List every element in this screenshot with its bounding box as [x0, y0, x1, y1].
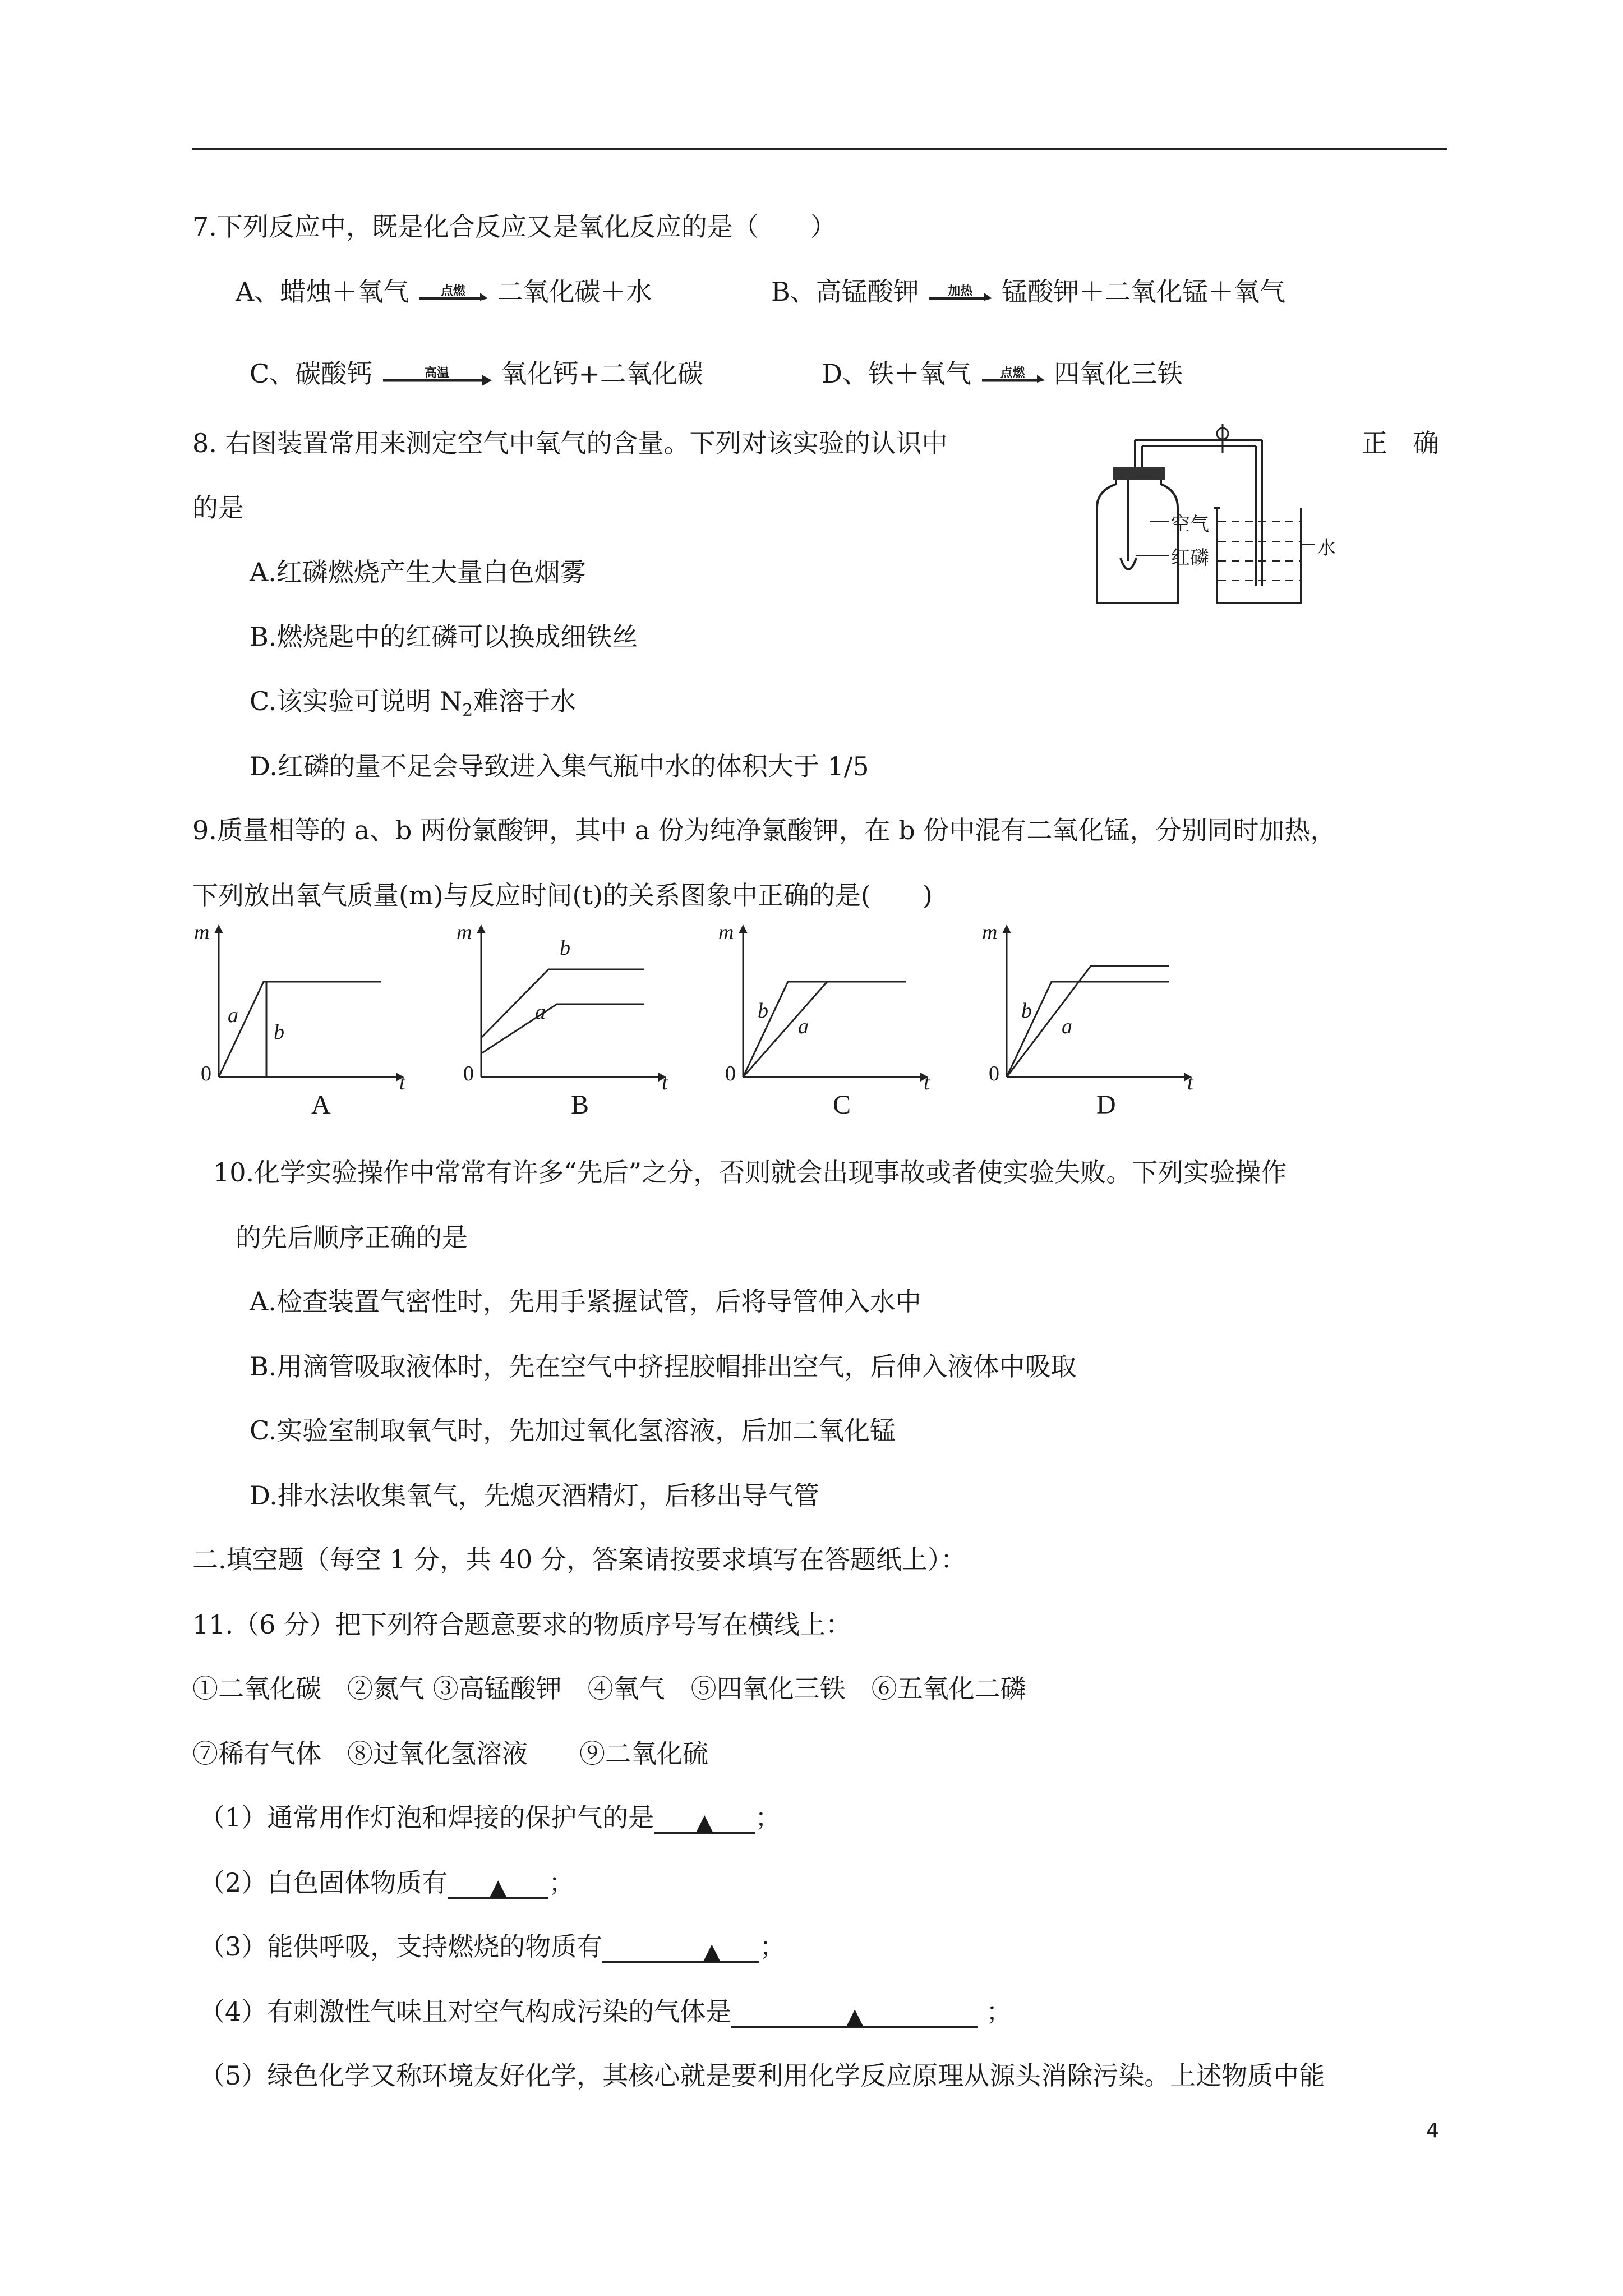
apparatus-figure: [1094, 418, 1357, 609]
triangle-icon: ▲: [695, 1810, 713, 1835]
q7-a-products: 二氧化碳＋水: [497, 277, 652, 307]
graph-b-label: B: [571, 1090, 589, 1120]
graph-c-origin: 0: [725, 1062, 736, 1085]
q7-a-condition: 点燃: [440, 284, 465, 298]
q8-stem-cont: 的是: [192, 493, 244, 523]
q8-c-text-end: 难溶于水: [473, 686, 577, 716]
graph-c-series-a: a: [798, 1015, 809, 1038]
semicolon: ；: [548, 1867, 575, 1898]
semicolon: ；: [759, 1931, 786, 1962]
graph-d-x-axis: t: [1187, 1071, 1193, 1094]
q7-a-reactants: A、蜡烛＋氧气: [236, 277, 409, 307]
reaction-arrow: [927, 283, 993, 305]
q7-option-c: [250, 357, 703, 390]
graph-a-label: A: [311, 1090, 331, 1120]
triangle-icon: ▲: [846, 2004, 864, 2030]
graph-d-y-axis: m: [982, 921, 998, 944]
graph-a: [191, 920, 404, 1122]
q8-option-b: B.燃烧匙中的红磷可以换成细铁丝: [250, 622, 638, 652]
answer-blank[interactable]: [448, 1869, 548, 1899]
graph-b-x-axis: t: [662, 1071, 668, 1094]
q10-stem: 10.化学实验操作中常常有许多“先后”之分，否则就会出现事故或者使实验失败。下列实验操作: [213, 1157, 1287, 1188]
answer-blank[interactable]: [602, 1933, 759, 1963]
graph-b-series-b: b: [560, 936, 570, 960]
q10-option-a: A.检查装置气密性时，先用手紧握试管，后将导管伸入水中: [250, 1286, 921, 1317]
q11-sub3-text: （3）能供呼吸，支持燃烧的物质有: [199, 1931, 603, 1962]
graph-b-series-a: a: [535, 1000, 546, 1024]
graph-c-label: C: [833, 1090, 851, 1120]
q11-sub3: [199, 1930, 785, 1963]
graph-c-series-b: b: [758, 999, 768, 1023]
reaction-arrow: [417, 283, 489, 305]
q7-stem: 7.下列反应中，既是化合反应又是氧化反应的是（ ）: [192, 211, 836, 242]
graph-d-series-a: a: [1062, 1015, 1072, 1038]
q7-c-reactants: C、碳酸钙: [250, 358, 373, 389]
q11-sub1: [199, 1801, 781, 1834]
q10-option-b: B.用滴管吸取液体时，先在空气中挤捏胶帽排出空气，后伸入液体中吸取: [250, 1351, 1077, 1382]
graph-c-x-axis: t: [924, 1071, 930, 1094]
q8-c-subscript: 2: [462, 701, 473, 721]
q8-option-d: D.红磷的量不足会导致进入集气瓶中水的体积大于 1/5: [250, 751, 869, 781]
q7-c-products: 氧化钙+二氧化碳: [501, 358, 703, 389]
q7-c-condition: 高温: [424, 366, 449, 380]
graph-a-origin: 0: [201, 1062, 211, 1085]
q10-stem-cont: 的先后顺序正确的是: [236, 1222, 468, 1253]
graph-d-series-b: b: [1021, 999, 1032, 1023]
graph-b-origin: 0: [463, 1062, 474, 1085]
q10-option-d: D.排水法收集氧气，先熄灭酒精灯，后移出导气管: [250, 1480, 819, 1511]
graph-b: [453, 920, 666, 1122]
apparatus-water-label: 水: [1317, 537, 1336, 559]
q11-sub5: （5）绿色化学又称环境友好化学，其核心就是要利用化学反应原理从源头消除污染。上述物质中能: [199, 2060, 1325, 2091]
q7-b-reactants: B、高锰酸钾: [771, 277, 919, 307]
graph-d: [979, 920, 1192, 1122]
reaction-arrow: [381, 365, 493, 387]
q8-option-a: A.红磷燃烧产生大量白色烟雾: [250, 557, 586, 587]
answer-blank[interactable]: [654, 1804, 755, 1834]
apparatus-phosphorus-label: 红磷: [1171, 547, 1209, 569]
triangle-icon: ▲: [489, 1875, 507, 1901]
graph-a-x-axis: t: [399, 1071, 405, 1094]
section2-title: 二.填空题（每空 1 分，共 40 分，答案请按要求填写在答题纸上）：: [192, 1544, 966, 1575]
q11-sub1-text: （1）通常用作灯泡和焊接的保护气的是: [199, 1802, 654, 1833]
q7-d-condition: 点燃: [1000, 366, 1025, 380]
q8-c-text: C.该实验可说明 N: [250, 686, 463, 716]
q7-option-b: [771, 275, 1285, 309]
q11-substance-list-cont: ⑦稀有气体 ⑧过氧化氢溶液 ⑨二氧化硫: [192, 1738, 708, 1769]
apparatus-diagram: [1094, 418, 1357, 609]
q7-b-products: 锰酸钾＋二氧化锰＋氧气: [1002, 277, 1286, 307]
graph-b-y-axis: m: [457, 921, 472, 944]
graph-a-series-a: a: [228, 1004, 238, 1027]
graph-a-series-b: b: [274, 1020, 284, 1044]
graph-d-label: D: [1096, 1090, 1116, 1120]
q7-option-d: [822, 357, 1183, 390]
q7-d-products: 四氧化三铁: [1054, 358, 1183, 389]
q11-sub2-text: （2）白色固体物质有: [199, 1867, 448, 1898]
q7-d-reactants: D、铁＋氧气: [822, 358, 971, 389]
graph-c-y-axis: m: [718, 921, 734, 944]
triangle-icon: ▲: [703, 1939, 721, 1964]
graph-a-y-axis: m: [194, 921, 210, 944]
q11-stem: 11.（6 分）把下列符合题意要求的物质序号写在横线上：: [192, 1609, 852, 1640]
q11-substance-list: ①二氧化碳 ②氮气 ③高锰酸钾 ④氧气 ⑤四氧化三铁 ⑥五氧化二磷: [192, 1673, 1026, 1704]
q7-option-a: [236, 275, 652, 309]
answer-blank[interactable]: [731, 1998, 978, 2028]
q11-sub4: [199, 1995, 1012, 2028]
q9-stem-cont: 下列放出氧气质量(m)与反应时间(t)的关系图象中正确的是( ): [192, 880, 933, 910]
page-number: 4: [1426, 2119, 1439, 2142]
graph-d-origin: 0: [989, 1062, 999, 1085]
reaction-arrow: [980, 365, 1046, 387]
q7-b-condition: 加热: [948, 284, 973, 298]
semicolon: ；: [755, 1802, 781, 1833]
header-rule: [192, 148, 1447, 150]
graph-c: [715, 920, 928, 1122]
q8-stem: 8. 右图装置常用来测定空气中氧气的含量。下列对该实验的认识中: [192, 428, 948, 458]
q11-sub4-text: （4）有刺激性气味且对空气构成污染的气体是: [199, 1996, 732, 2027]
apparatus-air-label: 空气: [1171, 513, 1209, 536]
q11-sub2: [199, 1866, 574, 1899]
semicolon: ；: [986, 1996, 1012, 2027]
q9-stem: 9.质量相等的 a、b 两份氯酸钾，其中 a 份为纯净氯酸钾，在 b 份中混有二氧化锰，分别同时加热，: [192, 815, 1336, 845]
q8-stem-end: 正 确: [1362, 428, 1439, 458]
q8-option-c: [250, 684, 576, 728]
q10-option-c: C.实验室制取氧气时，先加过氧化氢溶液，后加二氧化锰: [250, 1415, 896, 1446]
